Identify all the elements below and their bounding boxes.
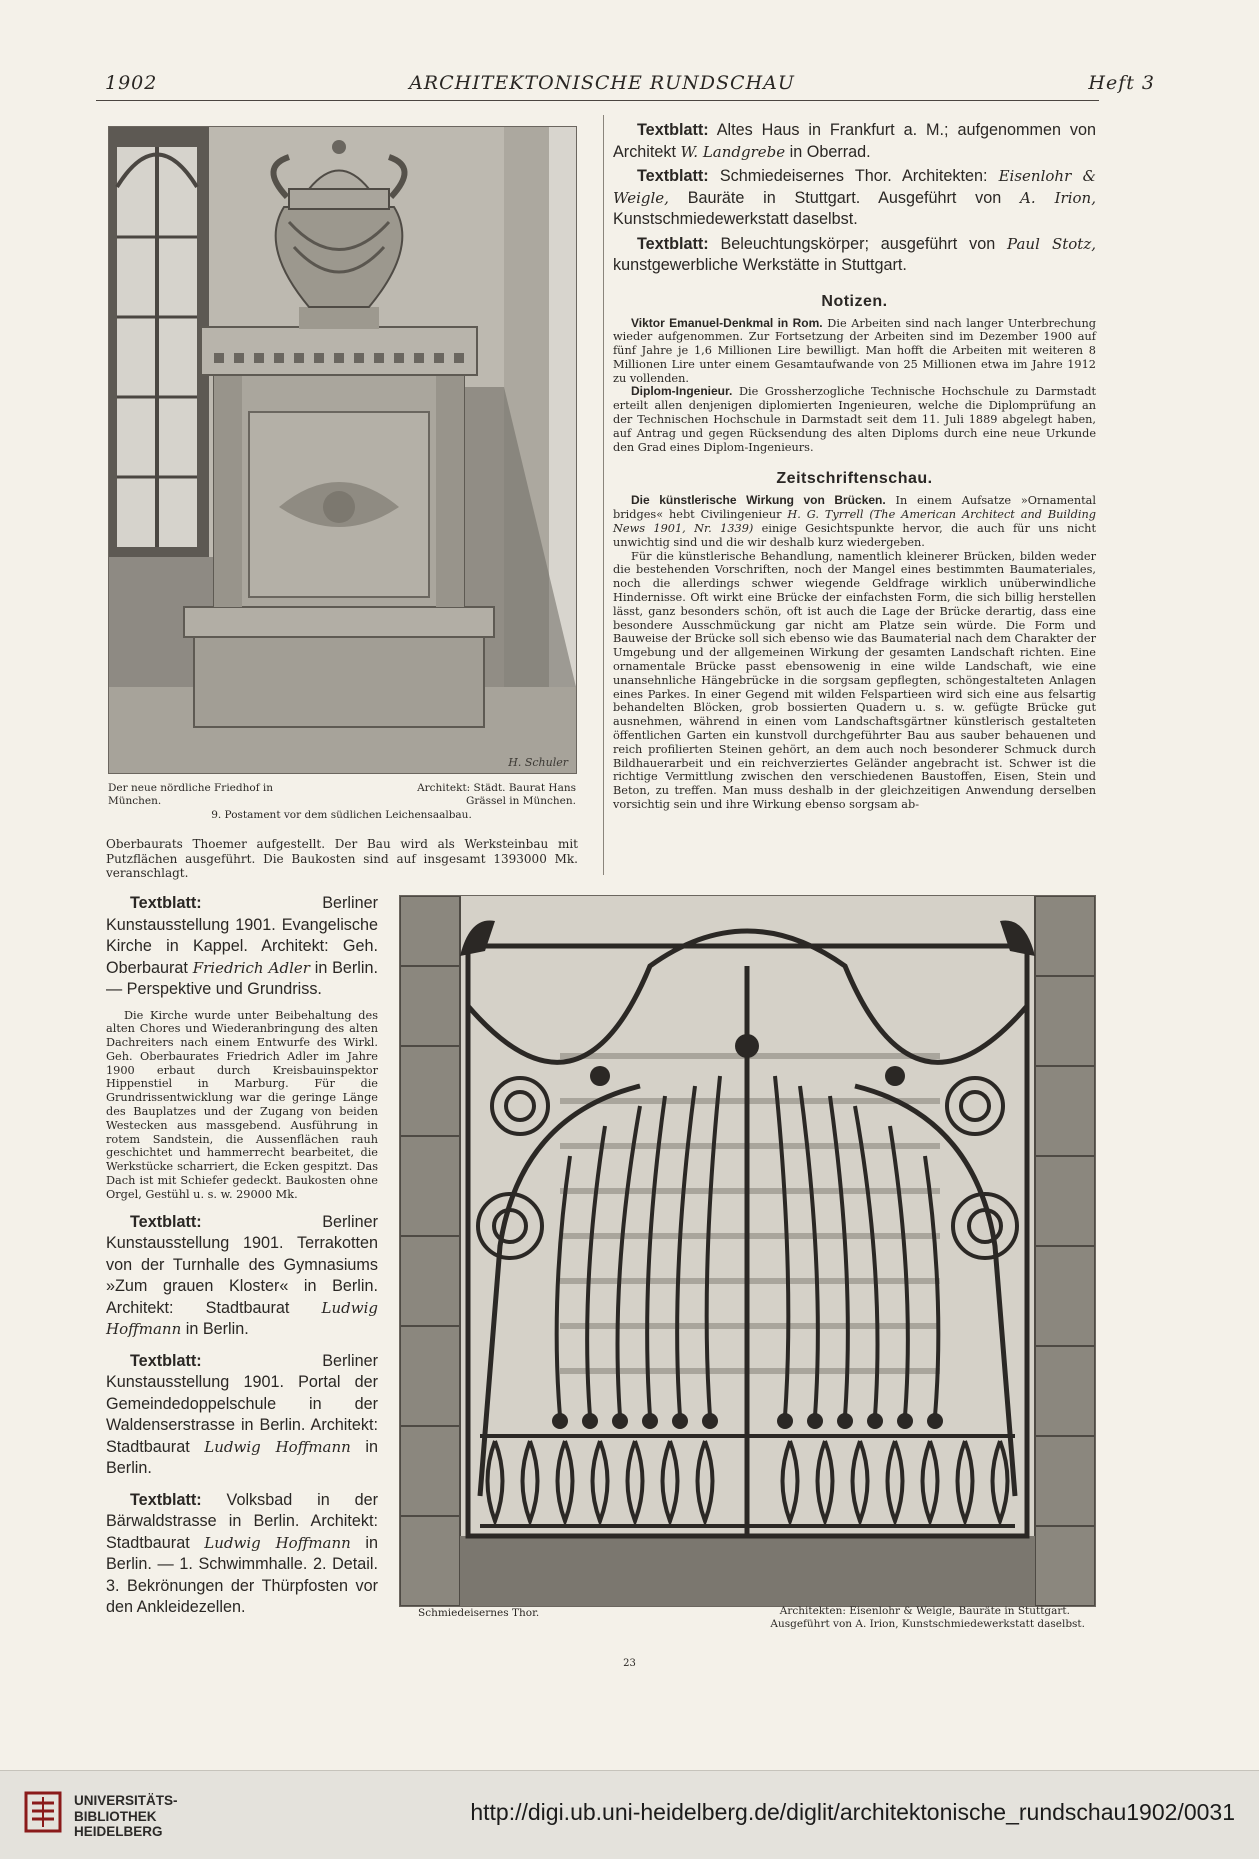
header-issue: Heft 3 <box>1088 72 1155 94</box>
running-header <box>105 72 1155 98</box>
notiz-denkmal: Viktor Emanuel-Denkmal in Rom. Die Arbeiten sind nach langer Unterbrechung wieder aufgenommen. Zur Fortsetzung der Arbeiten sind im Dezember 1900 auf fünf Jahre je 1,6 Millionen Lire bewilligt. Man hofft die Arbeiten mit weiteren 8 Millionen Lire unter einem Gesamtaufwande von 25 Millionen etwa im Jahre 1912 zu vollenden. <box>613 315 1097 385</box>
left-column-text <box>106 837 578 881</box>
notizen-heading: Notizen. <box>821 292 888 310</box>
gate-illustration <box>400 896 1095 1606</box>
zeitschriftenschau-heading: Zeitschriftenschau. <box>776 470 933 488</box>
page-number: 23 <box>623 1658 636 1669</box>
source-url-link[interactable]: http://digi.ub.uni-heidelberg.de/diglit/architektonische_rundschau1902/0031 <box>470 1799 1235 1825</box>
textblatt-portal: Textblatt: Berliner Kunstausstellung 1901. Portal der Gemeindedoppelschule in der Waldenserstrasse in Berlin. Architekt: Stadtbaurat Ludwig Hoffmann in Berlin. <box>106 1351 378 1478</box>
gate-caption-left: Schmiedeisernes Thor. <box>418 1607 540 1619</box>
gate-caption-right-2: Ausgeführt von A. Irion, Kunstschmiedewerkstatt daselbst. <box>770 1618 1085 1630</box>
pedestal-caption-right: Architekt: Städt. Baurat Hans Grässel in München. <box>417 782 576 807</box>
gate-caption-right-1: Architekten: Eisenlohr & Weigle, Bauräte in Stuttgart. <box>779 1605 1070 1617</box>
textblatt-kappel: Textblatt: Berliner Kunstausstellung 1901. Evangelische Kirche in Kappel. Architekt: Geh. Oberbaurat Friedrich Adler in Berlin. — Perspektive und Grundriss. <box>106 894 378 998</box>
pedestal-caption-center: 9. Postament vor dem südlichen Leichensaalbau. <box>211 809 472 821</box>
gate-photo <box>399 895 1096 1607</box>
header-title: ARCHITEKTONISCHE RUNDSCHAU <box>409 72 795 94</box>
zeitschrift-bruecken-intro: Die künstlerische Wirkung von Brücken. In einem Aufsatze »Ornamental bridges« hebt Civilingenieur H. G. Tyrrell (The American Architect and Building News 1901, Nr. 1339) einige Gesichtspunkte hervor, die auch für uns nicht unwichtig sind und die wir deshalb kurz wiedergeben. <box>613 493 1096 549</box>
pedestal-caption-left: Der neue nördliche Friedhof in München. <box>108 782 274 807</box>
intro-paragraph: Oberbaurats Thoemer aufgestellt. Der Bau wird als Werksteinbau mit Putzflächen ausgeführt. Die Baukosten sind auf insgesamt 1393000 Mk. veranschlagt. <box>106 837 578 880</box>
textblatt-volksbad: Textblatt: Volksbad in der Bärwaldstrasse in Berlin. Architekt: Stadtbaurat Ludwig Hoffmann in Berlin. — 1. Schwimmhalle. 2. Detail. 3. Bekrönungen der Thürpfosten vor den Ankleidezellen. <box>106 1490 378 1617</box>
kappel-description: Die Kirche wurde unter Beibehaltung des alten Chores und Wiederanbringung des alten Dachreiters nach einem Entwurfe des Wirkl. Geh. Oberbaurates Friedrich Adler im Jahre 1900 erbaut durch Kreisbauinspektor Hippenstiel in Marburg. Für die Grundrissentwicklung war die geringe Länge des Bauplatzes und der Zugang von beiden Westecken aus massgebend. Ausführung in rotem Sandstein, die Aussenflächen rauh geschichtet und hammerrecht bearbeitet, die Werkstücke scharriert, die Ecken gespitzt. Das Dach ist mit Schiefer gedeckt. Baukosten ohne Orgel, Gestühl u. s. w. 29000 Mk. <box>106 1008 378 1201</box>
university-seal-icon <box>24 1791 62 1833</box>
library-logo-text: UNIVERSITÄTS- BIBLIOTHEK HEIDELBERG <box>74 1793 178 1839</box>
textblatt-thor: Textblatt: Schmiedeisernes Thor. Architekten: Eisenlohr & Weigle, Bauräte in Stuttgart. Ausgeführt von A. Irion, Kunstschmiedewerkstatt daselbst. <box>613 167 1097 228</box>
footer-bar <box>0 1770 1259 1859</box>
textblatt-terrakotten: Textblatt: Berliner Kunstausstellung 1901. Terrakotten von der Turnhalle des Gymnasiums »Zum grauen Kloster« in Berlin. Architekt: Stadtbaurat Ludwig Hoffmann in Berlin. <box>106 1212 378 1339</box>
pedestal-photo <box>108 126 577 774</box>
notiz-diplom: Diplom-Ingenieur. Die Grossherzogliche Technische Hochschule zu Darmstadt erteilt allen denjenigen diplomierten Ingenieuren, welche die Diplomprüfung an der Technischen Hochschule in Darmstadt seit dem 11. Juli 1889 abgelegt haben, auf Antrag und gegen Rücksendung des alten Diploms durch eine neue Urkunde den Grad eines Diplom-Ingenieurs. <box>613 384 1097 454</box>
zeitschrift-bruecken-body: Für die künstlerische Behandlung, namentlich kleinerer Brücken, bilden weder die bestehenden Vorschriften, noch der Mangel eines bestimmten Baumateriales, noch die allerdings schwer wiegende Geldfrage wirklich unüberwindliche Hindernisse. Oft wirkt eine Brücke der einfachsten Form, die sich billig herstellen lässt, ganz besonders schön, oft ist auch die Lage der Brücke derartig, dass eine besondere Ausschmückung gar nicht am Platze sein würde. Die Form und Bauweise der Brücke soll sich ebenso wie das Baumaterial nach dem Charakter der Umgebung und der allgemeinen Wirkung der gesamten Landschaft richten. Eine ornamentale Brücke passt ebensowenig in eine wilde Landschaft, wie eine unansehnliche Hängebrücke in die sorgsam gepflegten, schöngestalteten Anlagen eines Parkes. In einer Gegend mit wilden Felspartieen wird sich eine aus felsartig behandelten Blöcken, grob bossierten Quadern u. s. w. gefügte Brücke gut ausnehmen, während in einen vom Landschaftsgärtner künstlerisch gestalteten öffentlichen Garten ein kunstvoll durchgeführter Bau aus sauber behauenen und reich profilierten Steinen gehört, an dem auch noch besonderer Schmuck durch Bildhauerarbeit und ein reichverziertes Geländer angebracht ist. Schwer ist die richtige Vermittlung zwischen den verschiedenen Baustoffen, Eisen, Stein und Beton, zu treffen. Man muss deshalb in der gleichzeitigen Anwendung derselben vorsichtig sein und ihre Wirkung ebenso sorgsam ab- <box>613 549 1096 811</box>
left-narrow-column <box>106 893 378 1622</box>
column-divider <box>603 115 604 875</box>
textblatt-beleuchtung: Textblatt: Beleuchtungskörper; ausgeführt von Paul Stotz, kunstgewerbliche Werkstätte in Stuttgart. <box>613 234 1096 274</box>
photo-signature: H. Schuler <box>508 756 568 769</box>
pedestal-illustration <box>109 127 576 773</box>
header-rule <box>96 100 1099 101</box>
header-year: 1902 <box>105 72 158 94</box>
textblatt-frankfurt: Textblatt: Altes Haus in Frankfurt a. M.; aufgenommen von Architekt W. Landgrebe in Oberrad. <box>613 121 1096 161</box>
right-column-text <box>613 120 1096 812</box>
